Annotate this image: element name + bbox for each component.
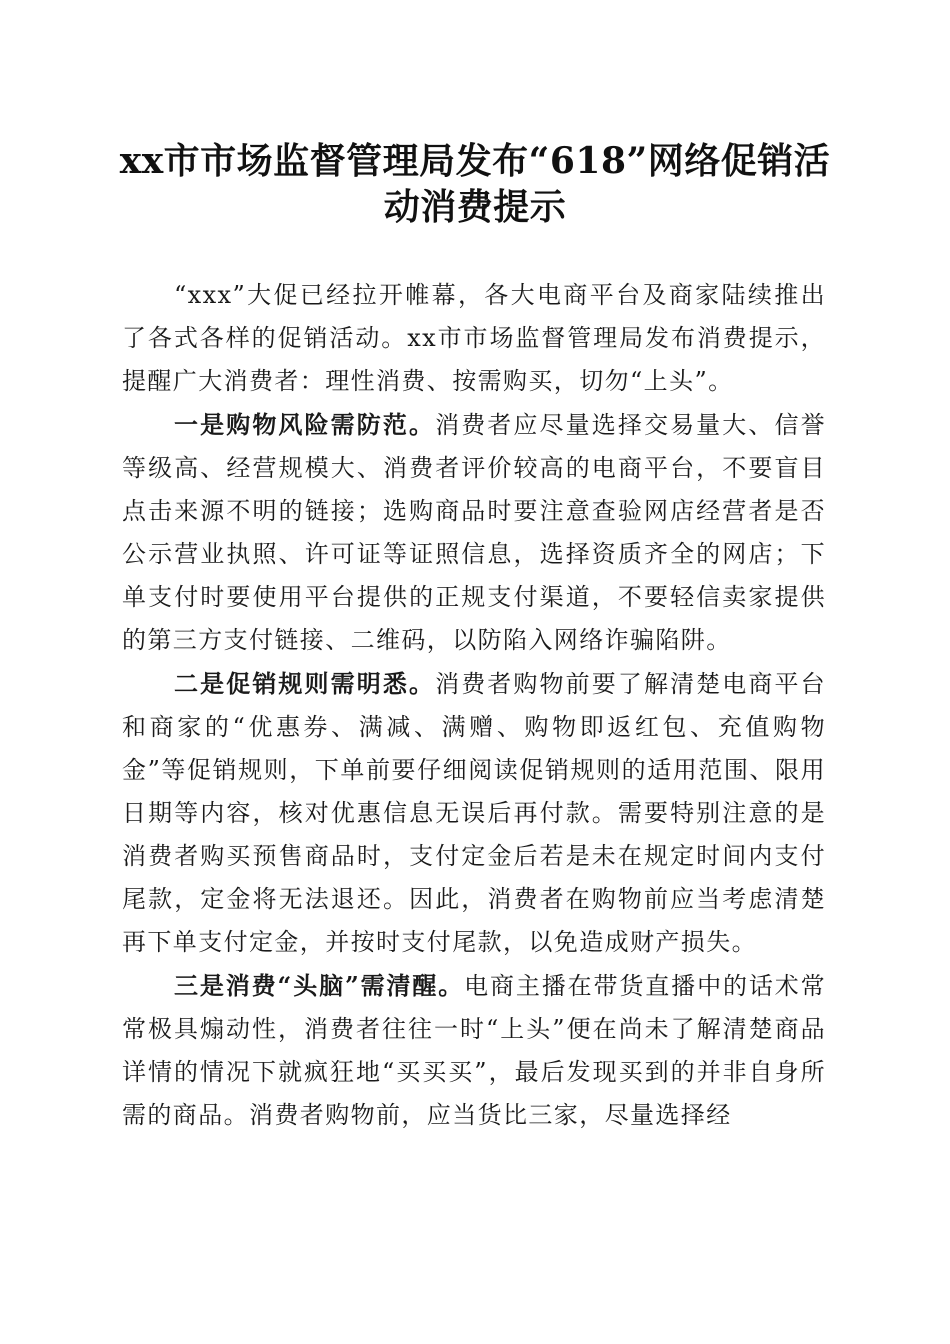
section-paragraph-1	[122, 403, 826, 662]
document-body	[122, 274, 826, 1137]
title-line-1: xx市市场监督管理局发布“618”网络促销活	[119, 140, 831, 182]
document-title	[100, 138, 850, 230]
section-paragraph-2	[122, 662, 826, 964]
section-3-text: 电商主播在带货直播中的话术常常极具煽动性，消费者往往一时“上头”便在尚未了解清楚商品详情的情况下就疯狂地“买买买”，最后发现买到的并非自身所需的商品。消费者购物前，应当货比三家，尽量选择经	[122, 972, 826, 1129]
section-paragraph-3	[122, 964, 826, 1137]
section-2-heading: 二是促销规则需明悉。	[174, 669, 436, 698]
title-line-2: 动消费提示	[383, 186, 567, 228]
section-3-heading: 三是消费“头脑”需清醒。	[174, 971, 465, 1000]
section-1-text: 消费者应尽量选择交易量大、信誉等级高、经营规模大、消费者评价较高的电商平台，不要盲目点击来源不明的链接；选购商品时要注意查验网店经营者是否公示营业执照、许可证等证照信息，选择资质齐全的网店；下单支付时要使用平台提供的正规支付渠道，不要轻信卖家提供的第三方支付链接、二维码，以防陷入网络诈骗陷阱。	[122, 411, 827, 654]
section-1-heading: 一是购物风险需防范。	[174, 410, 436, 439]
intro-paragraph: “xxx”大促已经拉开帷幕，各大电商平台及商家陆续推出了各式各样的促销活动。xx市市场监督管理局发布消费提示，提醒广大消费者：理性消费、按需购买，切勿“上头”。	[122, 281, 826, 395]
section-2-text: 消费者购物前要了解清楚电商平台和商家的“优惠券、满减、满赠、购物即返红包、充值购物金”等促销规则，下单前要仔细阅读促销规则的适用范围、限用日期等内容，核对优惠信息无误后再付款。需要特别注意的是消费者购买预售商品时，支付定金后若是未在规定时间内支付尾款，定金将无法退还。因此，消费者在购物前应当考虑清楚再下单支付定金，并按时支付尾款，以免造成财产损失。	[122, 670, 827, 956]
